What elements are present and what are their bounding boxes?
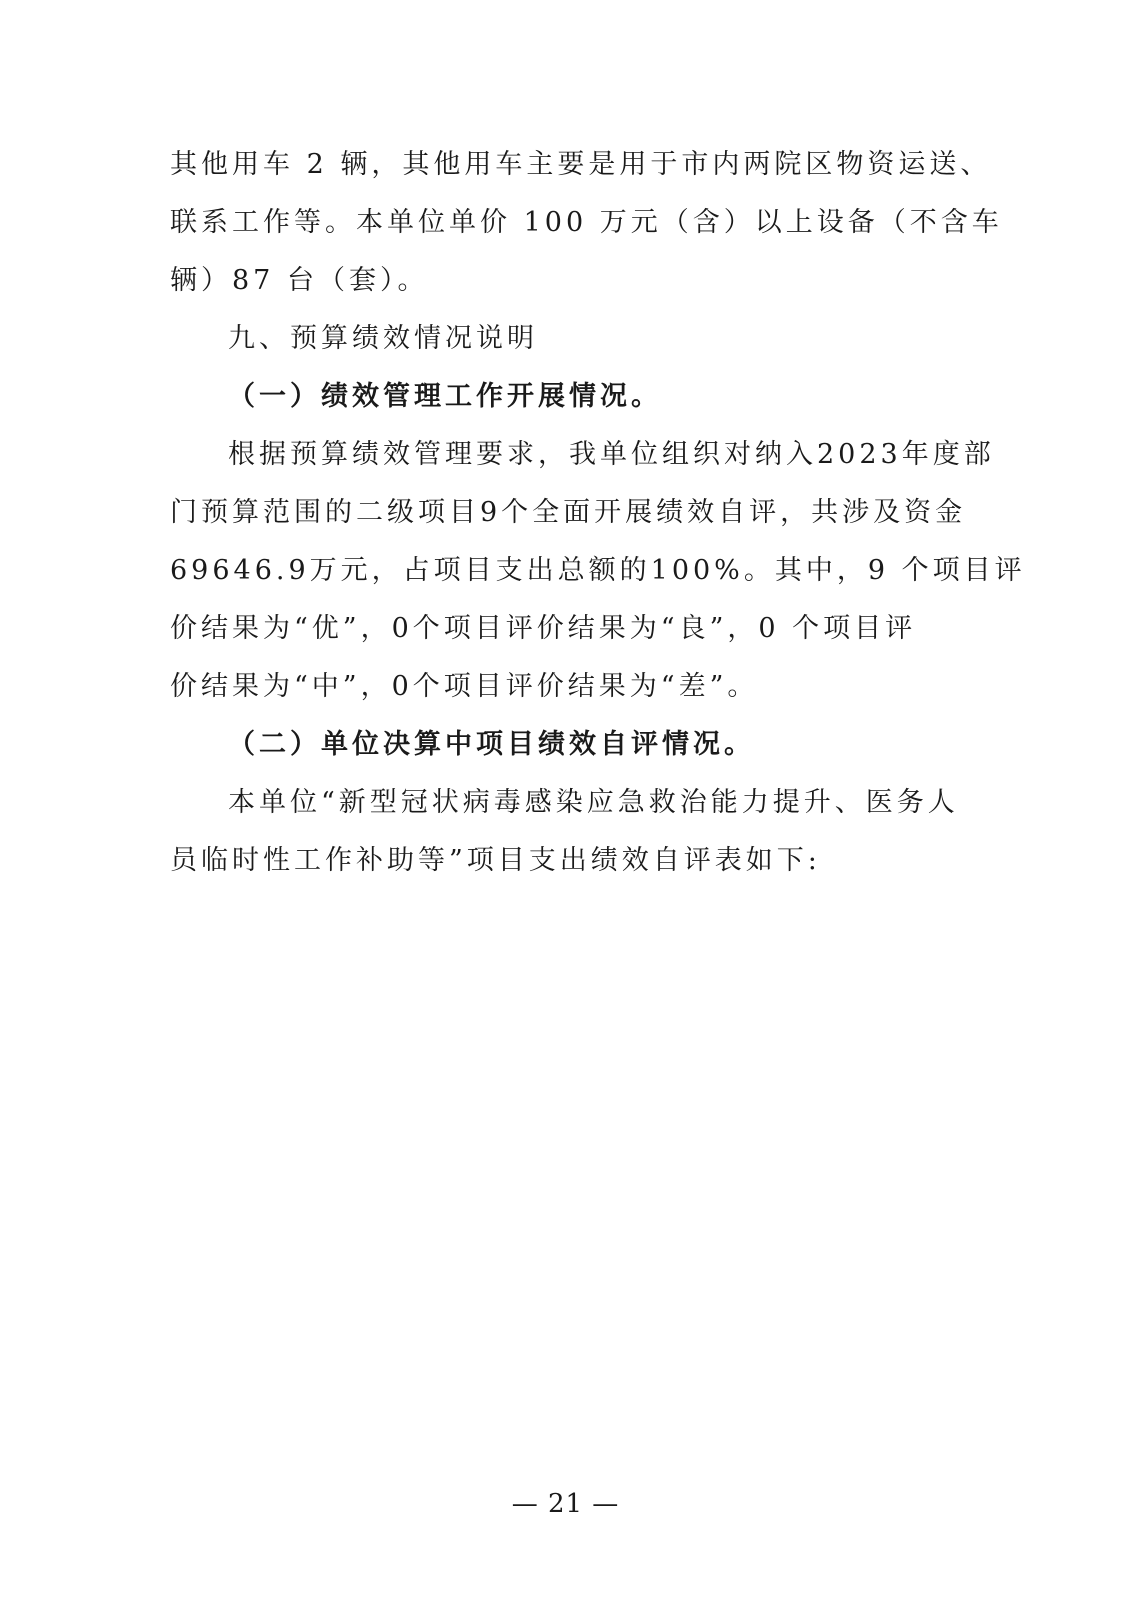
subsection-two-line-1: 本单位“新型冠状病毒感染应急救治能力提升、医务人 (228, 787, 959, 818)
subsection-one-line-4: 价结果为“优”，0个项目评价结果为“良”，0 个项目评 (170, 613, 917, 644)
subsection-one-line-3: 69646.9万元，占项目支出总额的100%。其中，9 个项目评 (170, 555, 1026, 586)
subsection-one-line-1: 根据预算绩效管理要求，我单位组织对纳入2023年度部 (228, 439, 995, 470)
paragraph-vehicles-line-1: 其他用车 2 辆，其他用车主要是用于市内两院区物资运送、 (170, 149, 992, 180)
subsection-two-heading: （二）单位决算中项目绩效自评情况。 (228, 729, 755, 760)
paragraph-vehicles-line-3: 辆）87 台（套）。 (170, 265, 429, 296)
subsection-one-heading: （一）绩效管理工作开展情况。 (228, 381, 662, 412)
subsection-two-line-2: 员临时性工作补助等”项目支出绩效自评表如下: (170, 845, 821, 876)
page-number: — 21 — (511, 1489, 620, 1519)
subsection-one-line-5: 价结果为“中”，0个项目评价结果为“差”。 (170, 671, 759, 702)
section-nine-heading: 九、预算绩效情况说明 (228, 323, 538, 354)
subsection-one-line-2: 门预算范围的二级项目9个全面开展绩效自评，共涉及资金 (170, 497, 967, 528)
paragraph-vehicles-line-2: 联系工作等。本单位单价 100 万元（含）以上设备（不含车 (170, 207, 1003, 238)
